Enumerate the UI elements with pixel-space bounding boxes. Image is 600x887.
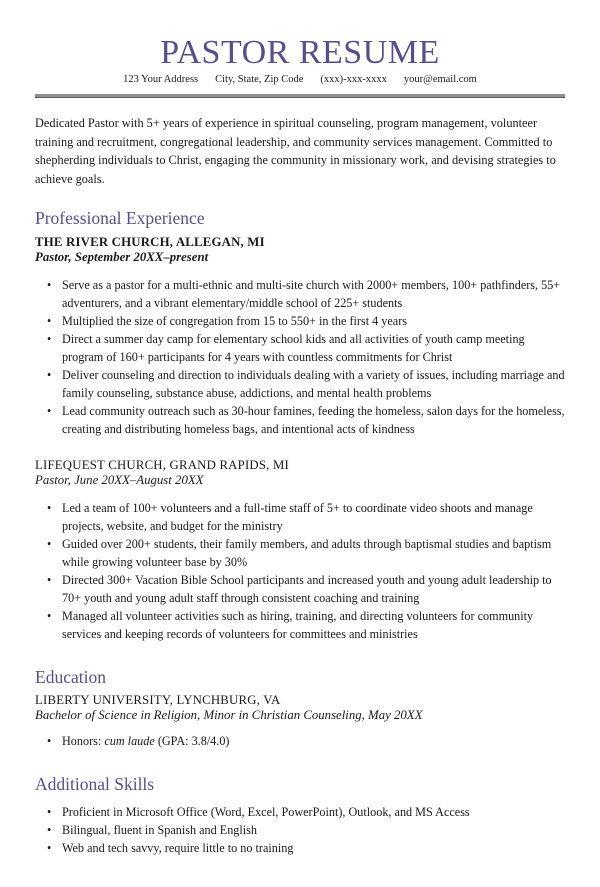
skill-item: • Proficient in Microsoft Office (Word, Excel, PowerPoint), Outlook, and MS Access (62, 803, 565, 821)
section-professional-experience (35, 208, 565, 642)
resume-header (35, 34, 565, 98)
summary-paragraph: Dedicated Pastor with 5+ years of experience in spiritual counseling, program management, volunteer training and recruitment, congregational leadership, and community services management. Committed to shepherding individuals to Christ, engaging the community in missionary work, and devising strategies to achieve goals. (35, 116, 556, 186)
header-divider (35, 94, 565, 98)
job-lifequest-church (35, 458, 565, 643)
bullet-item: • Lead community outreach such as 30-hour famines, feeding the homeless, salon days for the homeless, creating and distributing homeless bags, and intentional acts of kindness (62, 402, 565, 438)
resume-title: PASTOR RESUME (160, 34, 440, 71)
bullet-item: • Direct a summer day camp for elementary school kids and all activities of youth camp meeting program of 160+ participants for 4 years with countless commitments for Christ (62, 330, 565, 366)
job-bullet-list (35, 276, 565, 438)
bullet-item: • Guided over 200+ students, their family members, and adults through baptismal studies and baptism while growing volunteer base by 30% (62, 535, 565, 571)
job-bullet-list (35, 499, 565, 643)
section-heading-additional-skills: Additional Skills (35, 773, 155, 794)
job-title: Pastor, June 20XX–August 20XX (35, 472, 204, 487)
employer-name: THE RIVER CHURCH, ALLEGAN, MI (35, 234, 265, 249)
education-bullet-list (35, 732, 565, 750)
job-the-river-church (35, 235, 565, 438)
job-title: Pastor, September 20XX–present (35, 249, 209, 264)
bullet-item: • Directed 300+ Vacation Bible School participants and increased youth and young adult leadership to 70+ youth and young adult staff through consistent coaching and training (62, 571, 565, 607)
bullet-item: • Deliver counseling and direction to individuals dealing with a variety of issues, including marriage and family counseling, substance abuse, addictions, and mental health problems (62, 366, 565, 402)
contact-email: your@email.com (403, 74, 477, 86)
skill-item: • Bilingual, fluent in Spanish and English (62, 821, 565, 839)
contact-row (35, 74, 565, 85)
employer-name: LIFEQUEST CHURCH, GRAND RAPIDS, MI (35, 457, 289, 472)
section-heading-education: Education (35, 666, 106, 687)
bullet-item: • Serve as a pastor for a multi-ethnic and multi-site church with 2000+ members, 100+ pathfinders, 55+ adventurers, and a vibrant elementary/middle school of 225+ students (62, 276, 565, 312)
honors-item (62, 732, 565, 750)
honors-gpa: (GPA: 3.8/4.0) (154, 733, 230, 748)
school-name: LIBERTY UNIVERSITY, LYNCHBURG, VA (35, 692, 281, 707)
bullet-item: • Managed all volunteer activities such as hiring, training, and directing volunteers for community services and keeping records of volunteers for committees and ministries (62, 607, 565, 643)
honors-latin: cum laude (104, 733, 155, 748)
skill-item: • Web and tech savvy, require little to no training (62, 839, 565, 857)
bullet-item: • Led a team of 100+ volunteers and a full-time staff of 5+ to coordinate video shoots and manage projects, website, and budget for the ministry (62, 499, 565, 535)
contact-address: 123 Your Address (123, 74, 199, 86)
contact-city-state-zip: City, State, Zip Code (215, 74, 304, 86)
degree-line: Bachelor of Science in Religion, Minor in Christian Counseling, May 20XX (35, 707, 423, 722)
honors-prefix: Honors: (62, 733, 105, 748)
bullet-item: • Multiplied the size of congregation from 15 to 550+ in the first 4 years (62, 312, 565, 330)
section-heading-professional-experience: Professional Experience (35, 208, 205, 229)
contact-phone: (xxx)-xxx-xxxx (320, 74, 387, 86)
section-additional-skills (35, 774, 565, 857)
skills-bullet-list (35, 803, 565, 857)
section-education (35, 667, 565, 750)
